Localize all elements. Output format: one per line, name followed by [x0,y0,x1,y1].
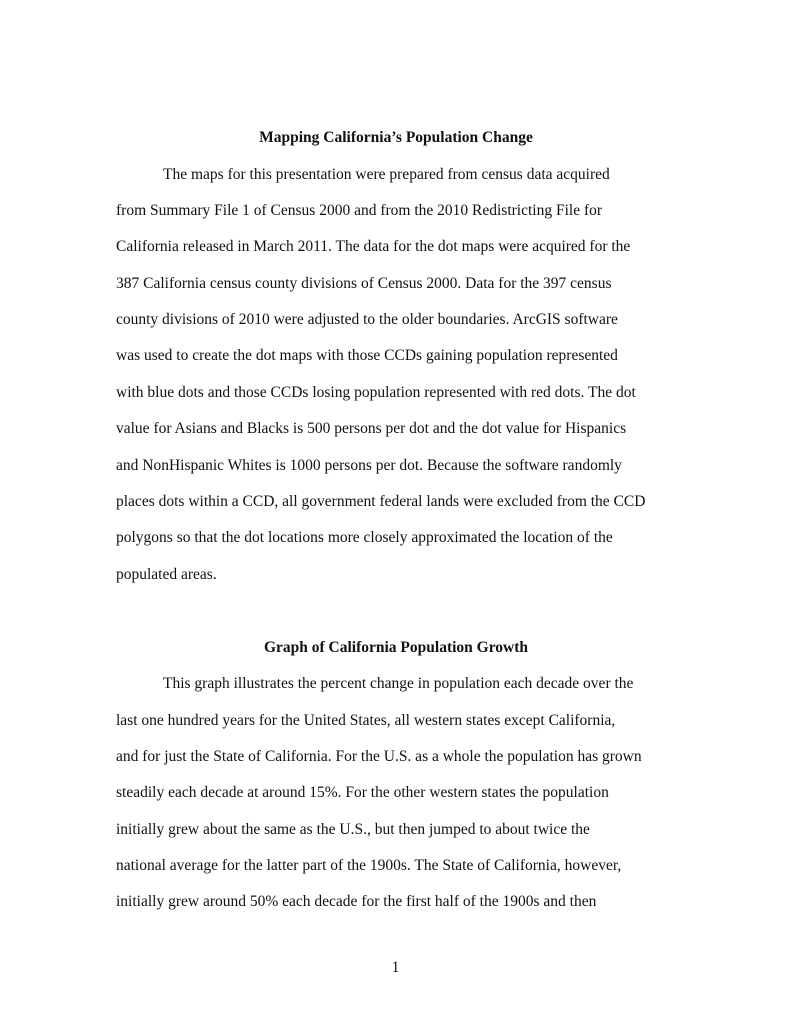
paragraph-line: county divisions of 2010 were adjusted to the older boundaries. ArcGIS software [116,311,618,328]
paragraph-line: initially grew about the same as the U.S., but then jumped to about twice the [116,821,590,838]
paragraph-line: national average for the latter part of the 1900s. The State of California, however, [116,857,622,874]
page-number: 1 [391,959,400,976]
paragraph-line: with blue dots and those CCDs losing population represented with red dots. The dot [116,384,636,401]
paragraph-line: and NonHispanic Whites is 1000 persons per dot. Because the software randomly [116,457,622,474]
paragraph-line: was used to create the dot maps with those CCDs gaining population represented [116,347,618,364]
paragraph-line: last one hundred years for the United States, all western states except California, [116,712,616,729]
paragraph-line: 387 California census county divisions of Census 2000. Data for the 397 census [116,275,612,292]
paragraph-line: initially grew around 50% each decade for the first half of the 1900s and then [116,893,597,910]
paragraph-line: polygons so that the dot locations more closely approximated the location of the [116,529,613,546]
paragraph-line: value for Asians and Blacks is 500 persons per dot and the dot value for Hispanics [116,420,627,437]
paragraph-line: The maps for this presentation were prepared from census data acquired [163,166,610,183]
section-heading-graph: Graph of California Population Growth [263,639,529,656]
paragraph-line: places dots within a CCD, all government federal lands were excluded from the CCD [116,493,646,510]
paragraph-line: from Summary File 1 of Census 2000 and from the 2010 Redistricting File for [116,202,603,219]
paragraph-line: This graph illustrates the percent change in population each decade over the [163,675,634,692]
paragraph-line: populated areas. [116,566,217,583]
paragraph-line: California released in March 2011. The data for the dot maps were acquired for the [116,238,631,255]
paragraph-line: and for just the State of California. For the U.S. as a whole the population has grown [116,748,642,765]
section-heading-mapping: Mapping California’s Population Change [259,129,533,146]
paragraph-line: steadily each decade at around 15%. For the other western states the population [116,784,609,801]
